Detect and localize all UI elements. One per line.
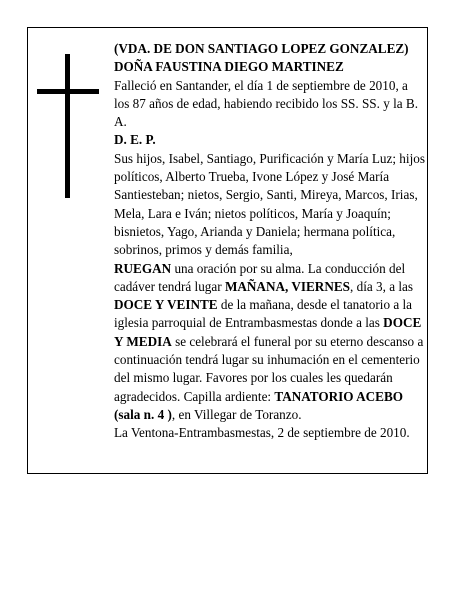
obituary-text <box>114 40 426 443</box>
deceased-name: DOÑA FAUSTINA DIEGO MARTINEZ <box>114 59 344 75</box>
request-text-3: de la mañana, desde el tanatorio a la iglesia parroquial de Entrambasmestas donde a las <box>114 297 413 331</box>
death-notice: Falleció en Santander, el día 1 de septiembre de 2010, a los 87 años de edad, habiendo recibido los SS. SS. y la B. A. <box>114 77 419 130</box>
request-day: MAÑANA, VIERNES <box>224 278 350 294</box>
request-text-1: una oración por su alma. La conducción del cadáver tendrá lugar <box>114 260 406 294</box>
place-date: La Ventona-Entrambasmestas, 2 de septiembre de 2010. <box>114 425 410 441</box>
request-time-1: DOCE Y VEINTE <box>114 297 218 313</box>
chapel-location: , en Villegar de Toranzo. <box>171 406 302 422</box>
rip-line: D. E. P. <box>114 132 156 148</box>
request-text-2: , día 3, a las <box>350 278 413 294</box>
cross-horizontal-bar <box>37 89 99 94</box>
widow-of-line: (VDA. DE DON SANTIAGO LOPEZ GONZALEZ) <box>114 41 409 56</box>
request-time-2: DOCE Y MEDIA <box>114 315 422 349</box>
latin-cross-icon <box>37 54 99 198</box>
ceremony-paragraph <box>114 260 426 425</box>
request-bold: RUEGAN <box>114 260 172 276</box>
family-list: Sus hijos, Isabel, Santiago, Purificación y María Luz; hijos políticos, Alberto Trueba, Ivone López y José María Santiesteban; nietos, Sergio, Santi, Mireya, Marcos, Irias, Mela, Lara e Iván; nietos políticos, María y Joaquín; bisnietos, Yago, Arianda y Daniela; hermana política, sobrinos, primos y demás familia, <box>114 150 425 258</box>
chapel-name: TANATORIO ACEBO (sala n. 4 ) <box>114 388 403 422</box>
cross-vertical-bar <box>65 54 70 198</box>
request-text-4: se celebrará el funeral por su eterno descanso a continuación tendrá lugar su inhumación en el cementerio del mismo lugar. Favores por los cuales les quedarán agradecidos. Capilla ardiente: <box>114 333 424 404</box>
